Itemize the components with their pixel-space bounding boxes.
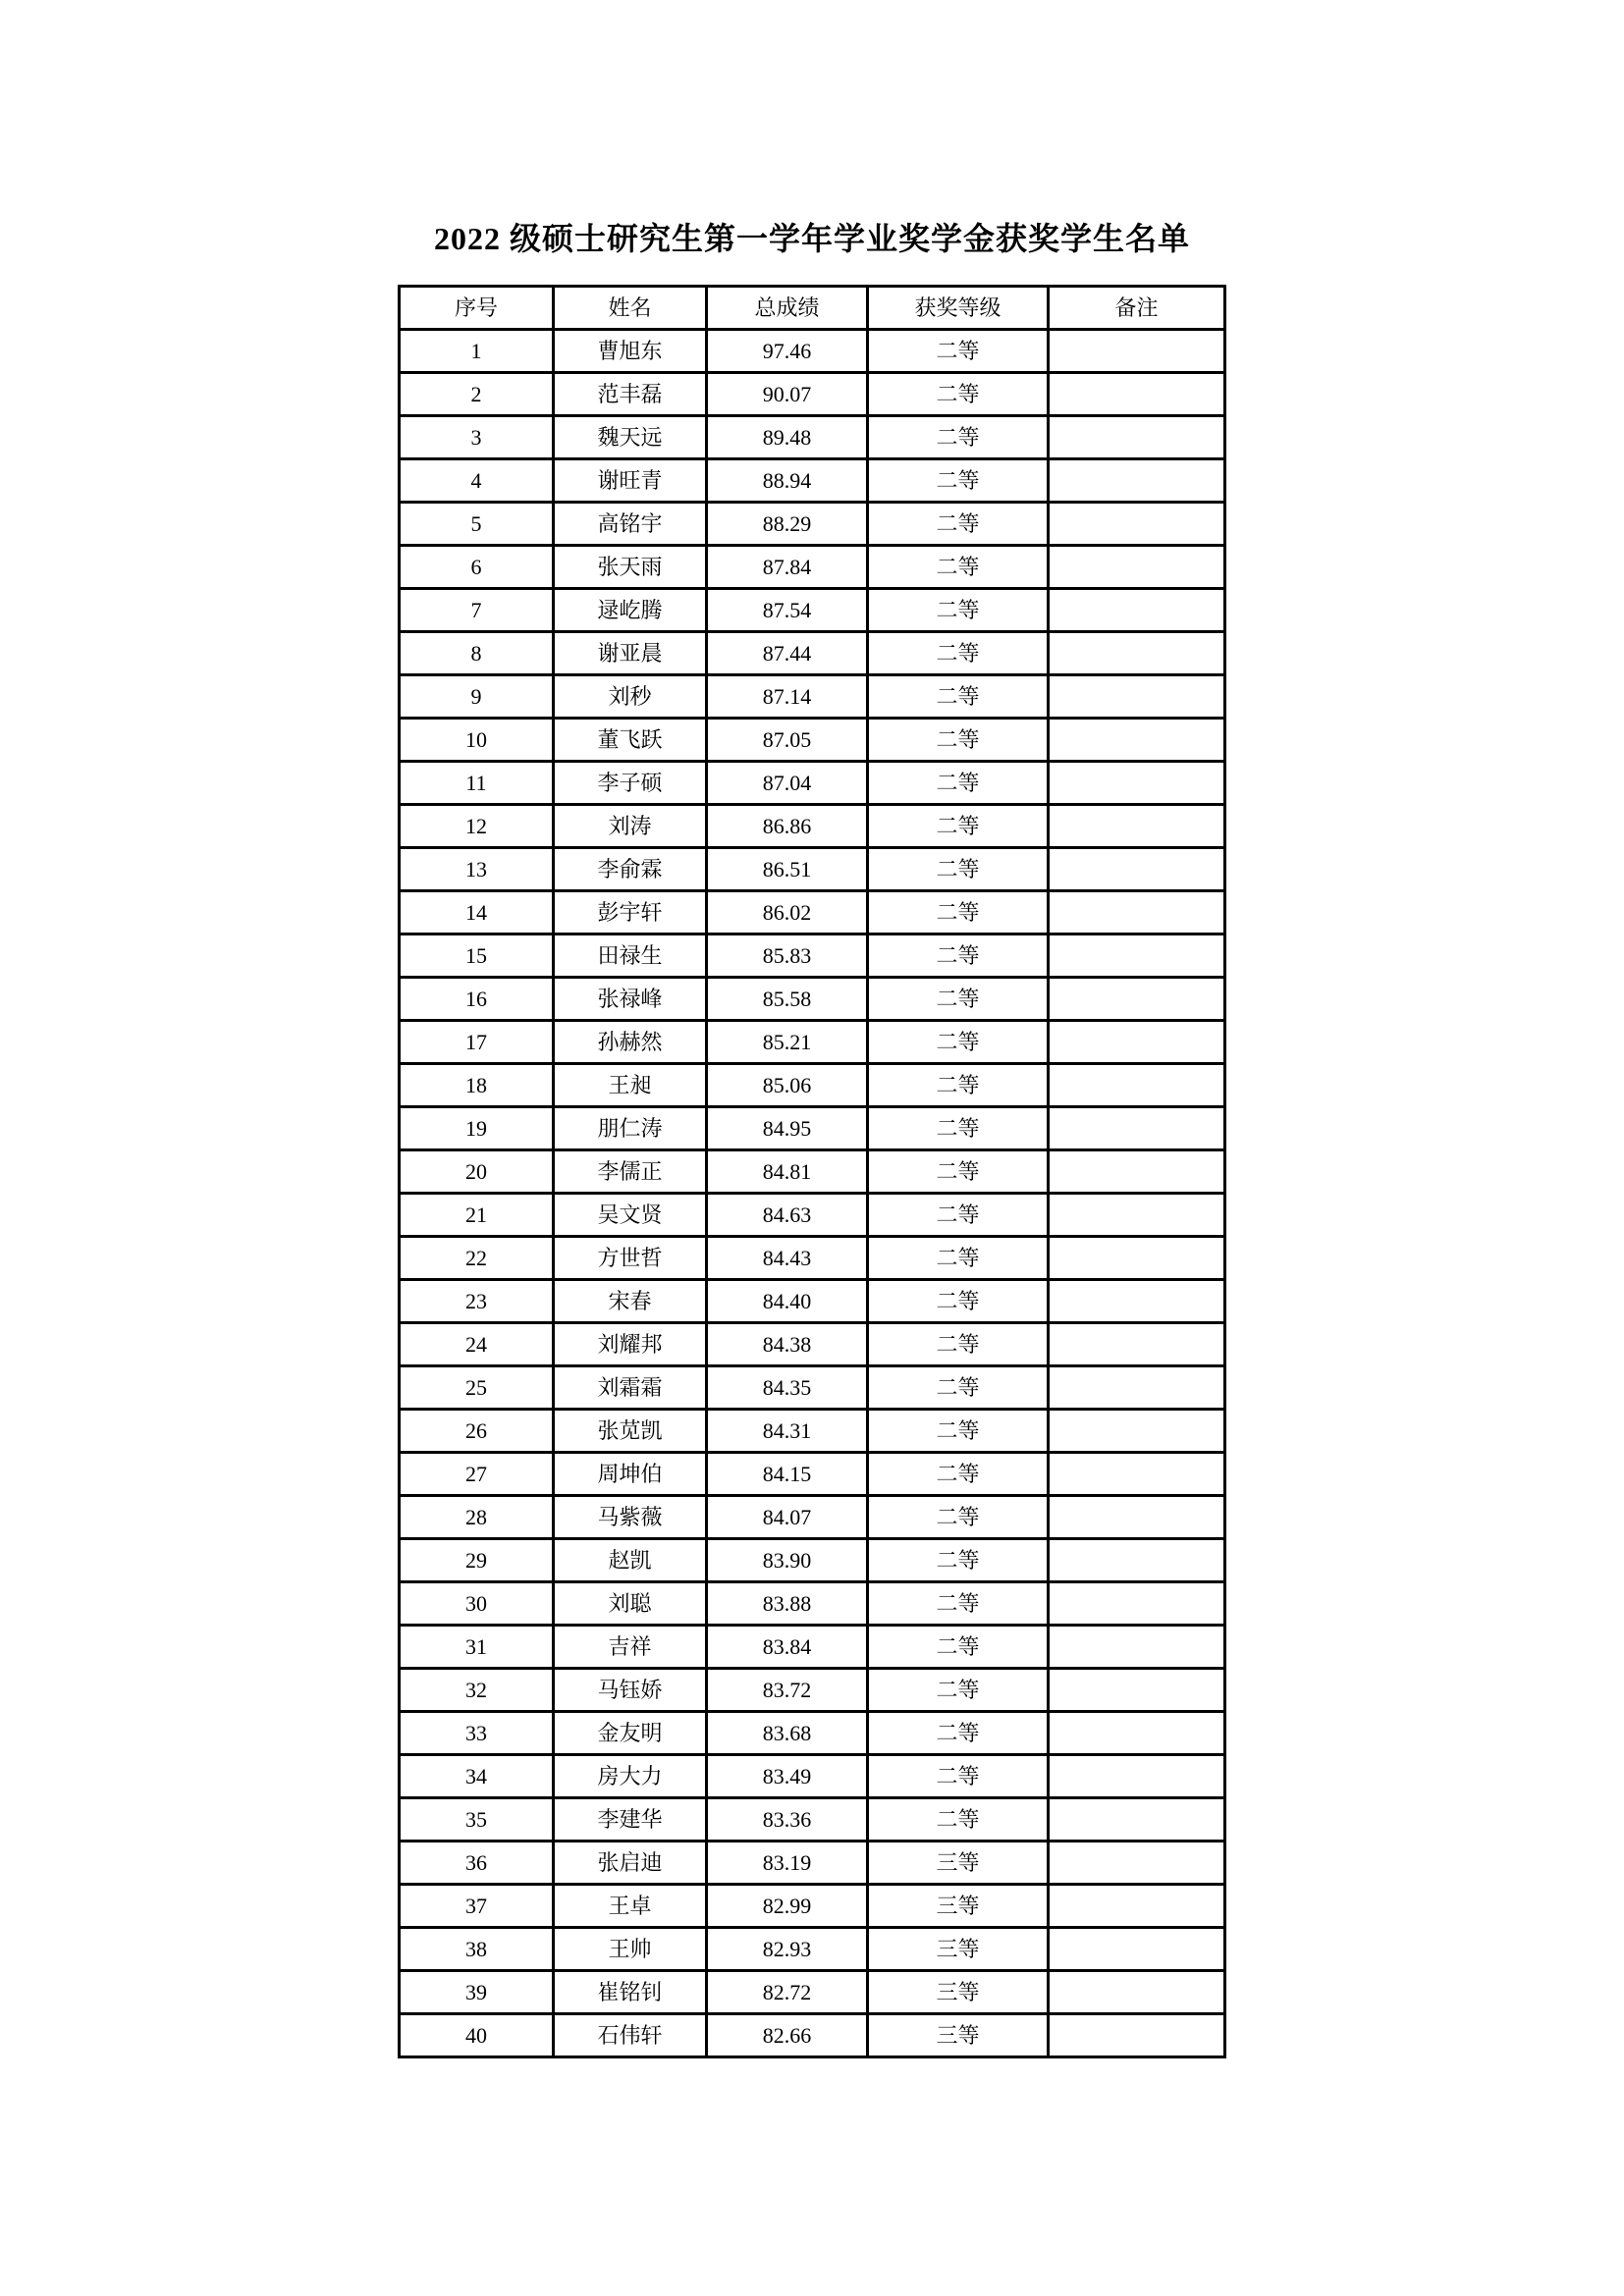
cell-name: 王卓 [554,1885,707,1928]
table-row [400,1669,1225,1712]
cell-index: 35 [400,1798,554,1842]
cell-score: 84.31 [707,1410,868,1453]
cell-name: 李俞霖 [554,848,707,891]
cell-remark [1049,459,1225,503]
cell-index: 24 [400,1323,554,1366]
cell-score: 83.72 [707,1669,868,1712]
cell-index: 12 [400,805,554,848]
table-row [400,1539,1225,1582]
cell-remark [1049,503,1225,546]
cell-remark [1049,1712,1225,1755]
table-row [400,1064,1225,1107]
cell-level: 二等 [868,373,1049,416]
cell-level: 二等 [868,1194,1049,1237]
cell-score: 83.36 [707,1798,868,1842]
cell-level: 二等 [868,459,1049,503]
cell-name: 朋仁涛 [554,1107,707,1150]
cell-level: 二等 [868,1755,1049,1798]
cell-score: 89.48 [707,416,868,459]
cell-name: 张禄峰 [554,978,707,1021]
cell-index: 37 [400,1885,554,1928]
page-title: 2022 级硕士研究生第一学年学业奖学金获奖学生名单 [433,221,1190,256]
cell-name: 李子硕 [554,762,707,805]
cell-index: 36 [400,1842,554,1885]
cell-remark [1049,330,1225,373]
cell-score: 84.07 [707,1496,868,1539]
col-header-index: 序号 [400,287,554,330]
cell-index: 19 [400,1107,554,1150]
cell-index: 22 [400,1237,554,1280]
cell-name: 张苋凯 [554,1410,707,1453]
table-row [400,1885,1225,1928]
cell-level: 二等 [868,891,1049,934]
cell-index: 31 [400,1626,554,1669]
cell-remark [1049,1237,1225,1280]
cell-level: 二等 [868,1410,1049,1453]
cell-index: 3 [400,416,554,459]
cell-remark [1049,934,1225,978]
cell-remark [1049,805,1225,848]
cell-score: 86.86 [707,805,868,848]
cell-remark [1049,632,1225,675]
cell-remark [1049,1626,1225,1669]
cell-remark [1049,1582,1225,1626]
cell-name: 董飞跃 [554,719,707,762]
cell-index: 25 [400,1366,554,1410]
table-row [400,805,1225,848]
cell-name: 宋春 [554,1280,707,1323]
cell-name: 房大力 [554,1755,707,1798]
cell-remark [1049,675,1225,719]
table-row [400,1971,1225,2014]
cell-score: 97.46 [707,330,868,373]
cell-name: 方世哲 [554,1237,707,1280]
cell-index: 1 [400,330,554,373]
table-row [400,1798,1225,1842]
table-header-row [400,287,1225,330]
table-row [400,503,1225,546]
cell-score: 84.43 [707,1237,868,1280]
cell-level: 二等 [868,330,1049,373]
cell-remark [1049,891,1225,934]
cell-name: 刘霜霜 [554,1366,707,1410]
cell-index: 4 [400,459,554,503]
cell-level: 三等 [868,1885,1049,1928]
cell-remark [1049,1021,1225,1064]
cell-index: 14 [400,891,554,934]
cell-name: 田禄生 [554,934,707,978]
cell-remark [1049,2014,1225,2057]
cell-index: 34 [400,1755,554,1798]
cell-score: 84.40 [707,1280,868,1323]
cell-remark [1049,1928,1225,1971]
cell-name: 高铭宇 [554,503,707,546]
cell-score: 85.21 [707,1021,868,1064]
table-row [400,589,1225,632]
table-row [400,978,1225,1021]
cell-level: 二等 [868,1280,1049,1323]
cell-index: 5 [400,503,554,546]
cell-level: 二等 [868,503,1049,546]
cell-name: 张天雨 [554,546,707,589]
cell-remark [1049,762,1225,805]
cell-score: 84.38 [707,1323,868,1366]
cell-index: 29 [400,1539,554,1582]
cell-remark [1049,1107,1225,1150]
cell-level: 二等 [868,1150,1049,1194]
cell-level: 二等 [868,1539,1049,1582]
table-row [400,1712,1225,1755]
cell-remark [1049,1410,1225,1453]
cell-remark [1049,1453,1225,1496]
cell-score: 88.94 [707,459,868,503]
cell-level: 二等 [868,1453,1049,1496]
cell-index: 21 [400,1194,554,1237]
table-row [400,719,1225,762]
cell-name: 魏天远 [554,416,707,459]
cell-score: 82.72 [707,1971,868,2014]
cell-name: 张启迪 [554,1842,707,1885]
cell-name: 彭宇轩 [554,891,707,934]
cell-level: 二等 [868,675,1049,719]
cell-level: 三等 [868,1928,1049,1971]
cell-score: 84.15 [707,1453,868,1496]
cell-level: 二等 [868,632,1049,675]
table-row [400,330,1225,373]
cell-index: 6 [400,546,554,589]
table-row [400,1150,1225,1194]
cell-level: 二等 [868,1064,1049,1107]
cell-name: 马紫薇 [554,1496,707,1539]
cell-remark [1049,1842,1225,1885]
cell-index: 2 [400,373,554,416]
cell-name: 赵凯 [554,1539,707,1582]
table-row [400,1366,1225,1410]
cell-score: 86.51 [707,848,868,891]
cell-remark [1049,416,1225,459]
table-row [400,1755,1225,1798]
cell-name: 吴文贤 [554,1194,707,1237]
cell-score: 83.19 [707,1842,868,1885]
cell-remark [1049,1539,1225,1582]
cell-score: 84.35 [707,1366,868,1410]
cell-name: 吉祥 [554,1626,707,1669]
cell-level: 二等 [868,1669,1049,1712]
cell-index: 15 [400,934,554,978]
cell-level: 二等 [868,719,1049,762]
cell-level: 二等 [868,589,1049,632]
cell-level: 二等 [868,978,1049,1021]
col-header-level: 获奖等级 [868,287,1049,330]
cell-level: 二等 [868,416,1049,459]
cell-level: 二等 [868,1626,1049,1669]
cell-name: 刘涛 [554,805,707,848]
cell-remark [1049,1971,1225,2014]
cell-index: 38 [400,1928,554,1971]
cell-index: 26 [400,1410,554,1453]
table-row [400,1280,1225,1323]
table-row [400,1237,1225,1280]
cell-score: 84.63 [707,1194,868,1237]
cell-name: 李儒正 [554,1150,707,1194]
table-row [400,675,1225,719]
cell-name: 石伟轩 [554,2014,707,2057]
cell-score: 83.49 [707,1755,868,1798]
cell-index: 7 [400,589,554,632]
table-row [400,1021,1225,1064]
cell-name: 曹旭东 [554,330,707,373]
table-row [400,546,1225,589]
table-row [400,459,1225,503]
table-body [400,330,1225,2057]
cell-name: 孙赫然 [554,1021,707,1064]
cell-index: 40 [400,2014,554,2057]
table-row [400,2014,1225,2057]
cell-name: 王帅 [554,1928,707,1971]
table-row [400,416,1225,459]
cell-remark [1049,978,1225,1021]
cell-level: 二等 [868,805,1049,848]
cell-name: 刘耀邦 [554,1323,707,1366]
cell-level: 二等 [868,848,1049,891]
cell-index: 23 [400,1280,554,1323]
cell-score: 87.05 [707,719,868,762]
cell-level: 二等 [868,1237,1049,1280]
cell-index: 17 [400,1021,554,1064]
cell-index: 13 [400,848,554,891]
cell-name: 周坤伯 [554,1453,707,1496]
cell-score: 90.07 [707,373,868,416]
col-header-name: 姓名 [554,287,707,330]
table-row [400,1842,1225,1885]
table-row [400,1410,1225,1453]
cell-remark [1049,1669,1225,1712]
cell-score: 82.66 [707,2014,868,2057]
table-row [400,373,1225,416]
cell-score: 87.04 [707,762,868,805]
cell-level: 三等 [868,1842,1049,1885]
cell-name: 谢旺青 [554,459,707,503]
col-header-remark: 备注 [1049,287,1225,330]
cell-remark [1049,1496,1225,1539]
cell-remark [1049,1280,1225,1323]
cell-name: 金友明 [554,1712,707,1755]
cell-score: 83.90 [707,1539,868,1582]
cell-score: 82.99 [707,1885,868,1928]
cell-index: 16 [400,978,554,1021]
table-row [400,1928,1225,1971]
table-row [400,848,1225,891]
cell-remark [1049,1064,1225,1107]
cell-remark [1049,373,1225,416]
table-row [400,1453,1225,1496]
cell-level: 二等 [868,1323,1049,1366]
cell-remark [1049,1885,1225,1928]
cell-index: 28 [400,1496,554,1539]
cell-remark [1049,719,1225,762]
table-row [400,632,1225,675]
cell-score: 84.81 [707,1150,868,1194]
cell-level: 三等 [868,1971,1049,2014]
table-row [400,934,1225,978]
table-row [400,891,1225,934]
cell-level: 二等 [868,1496,1049,1539]
cell-score: 87.44 [707,632,868,675]
cell-level: 三等 [868,2014,1049,2057]
cell-name: 马钰娇 [554,1669,707,1712]
cell-remark [1049,1798,1225,1842]
cell-score: 85.06 [707,1064,868,1107]
cell-index: 18 [400,1064,554,1107]
cell-score: 87.84 [707,546,868,589]
cell-level: 二等 [868,1798,1049,1842]
cell-score: 86.02 [707,891,868,934]
cell-name: 谢亚晨 [554,632,707,675]
cell-name: 崔铭钊 [554,1971,707,2014]
cell-score: 83.68 [707,1712,868,1755]
cell-remark [1049,1323,1225,1366]
cell-name: 刘聪 [554,1582,707,1626]
cell-index: 32 [400,1669,554,1712]
table-row [400,1107,1225,1150]
cell-index: 10 [400,719,554,762]
cell-name: 逯屹腾 [554,589,707,632]
table-row [400,1323,1225,1366]
cell-remark [1049,546,1225,589]
cell-name: 刘秒 [554,675,707,719]
cell-index: 9 [400,675,554,719]
table-row [400,1626,1225,1669]
cell-index: 20 [400,1150,554,1194]
cell-score: 83.88 [707,1582,868,1626]
table-row [400,1194,1225,1237]
cell-name: 范丰磊 [554,373,707,416]
cell-remark [1049,1366,1225,1410]
cell-level: 二等 [868,1582,1049,1626]
cell-score: 82.93 [707,1928,868,1971]
table-row [400,1582,1225,1626]
cell-score: 84.95 [707,1107,868,1150]
cell-remark [1049,1150,1225,1194]
cell-index: 30 [400,1582,554,1626]
cell-index: 39 [400,1971,554,2014]
cell-level: 二等 [868,1021,1049,1064]
scholarship-table [398,285,1226,2058]
cell-index: 27 [400,1453,554,1496]
cell-level: 二等 [868,1366,1049,1410]
cell-score: 87.14 [707,675,868,719]
col-header-score: 总成绩 [707,287,868,330]
cell-index: 8 [400,632,554,675]
table-row [400,1496,1225,1539]
cell-name: 李建华 [554,1798,707,1842]
cell-index: 11 [400,762,554,805]
cell-level: 二等 [868,1712,1049,1755]
cell-name: 王昶 [554,1064,707,1107]
cell-score: 87.54 [707,589,868,632]
cell-remark [1049,1755,1225,1798]
table-row [400,762,1225,805]
cell-level: 二等 [868,934,1049,978]
cell-level: 二等 [868,546,1049,589]
cell-level: 二等 [868,1107,1049,1150]
cell-score: 88.29 [707,503,868,546]
cell-score: 85.83 [707,934,868,978]
cell-score: 85.58 [707,978,868,1021]
cell-remark [1049,848,1225,891]
cell-remark [1049,1194,1225,1237]
cell-level: 二等 [868,762,1049,805]
cell-score: 83.84 [707,1626,868,1669]
cell-index: 33 [400,1712,554,1755]
cell-remark [1049,589,1225,632]
